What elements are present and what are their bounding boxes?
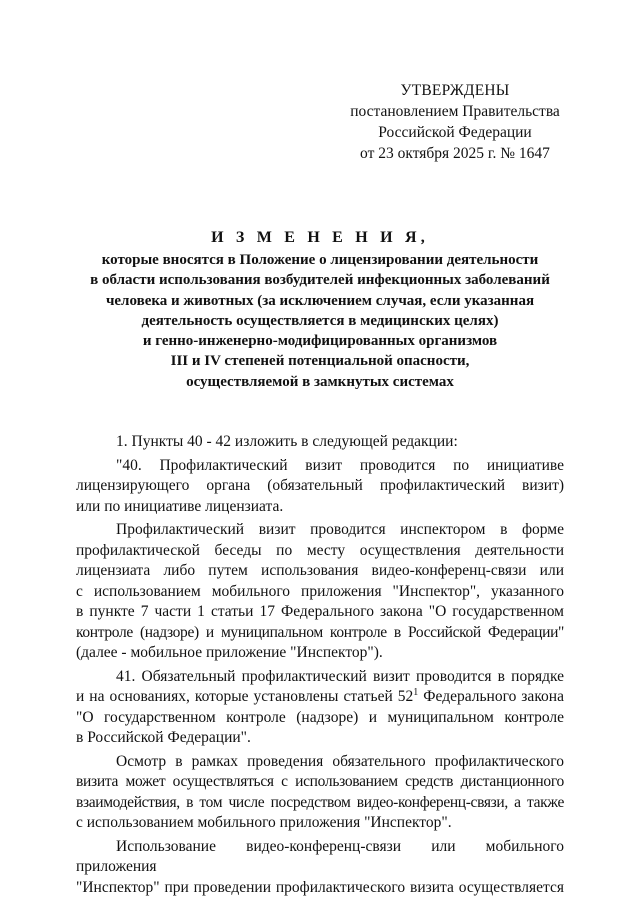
text-line: в пункте 7 части 1 статьи 17 Федерального закона "О государственном — [76, 603, 564, 620]
document-body — [76, 432, 564, 901]
text-line: "40. Профилактический визит проводится по инициативе — [116, 456, 564, 474]
subtitle-line: которые вносятся в Положение о лицензировании деятельности — [101, 252, 539, 268]
paragraph-inspection — [76, 752, 564, 834]
paragraph-1 — [76, 432, 564, 453]
document-title: И З М Е Н Е Н И Я, — [211, 229, 429, 246]
approval-line-2: Российской Федерации — [378, 124, 532, 141]
text-line — [76, 687, 564, 708]
text-line: или по инициативе лицензиата. — [76, 497, 284, 515]
superscript: 1 — [413, 686, 419, 698]
document-subtitle — [60, 250, 580, 392]
text-line: "О государственном контроле (надзоре) и муниципальном контроле — [76, 708, 564, 726]
text-line: "Инспектор" при проведении профилактического визита осуществляется — [76, 878, 564, 896]
subtitle-line: человека и животных (за исключением случая, если указанная — [105, 292, 535, 309]
approval-stamp — [335, 80, 575, 164]
paragraph-41 — [76, 667, 564, 749]
text-line: с использованием мобильного приложения "Инспектор". — [76, 814, 452, 831]
text-fragment: Федерального закона — [418, 688, 564, 705]
text-line: лицензиата либо путем использования видео-конференц-связи или — [76, 562, 564, 579]
text-fragment: и на основаниях, которые установлены статьей 52 — [76, 688, 414, 705]
text-line: с использованием мобильного приложения "Инспектор", указанного — [76, 582, 564, 600]
approval-line-1: постановлением Правительства — [350, 103, 560, 120]
subtitle-line: и генно-инженерно-модифицированных организмов — [142, 333, 498, 350]
text-line: контроле (надзоре) и муниципальном контроле в Российской Федерации" — [76, 623, 564, 641]
text-line: 41. Обязательный профилактический визит проводится в порядке — [116, 667, 564, 685]
approval-line-3: от 23 октября 2025 г. № 1647 — [360, 145, 550, 162]
paragraph-40 — [76, 456, 564, 518]
subtitle-line: деятельность осуществляется в медицинских целях) — [141, 312, 499, 329]
text-line: лицензирующего органа (обязательный профилактический визит) — [76, 477, 564, 494]
subtitle-line: в области использования возбудителей инфекционных заболеваний — [90, 272, 550, 289]
text-line: взаимодействия, в том числе посредством видео-конференц-связи, а также — [76, 793, 564, 811]
text-line: 1. Пункты 40 - 42 изложить в следующей редакции: — [116, 433, 458, 450]
approval-title: УТВЕРЖДЕНЫ — [400, 82, 510, 99]
text-line: профилактической беседы по месту осуществления деятельности — [76, 541, 564, 559]
text-line: визита может осуществляться с использованием средств дистанционного — [76, 773, 564, 790]
text-line: в Российской Федерации". — [76, 729, 251, 746]
text-line: Осмотр в рамках проведения обязательного профилактического — [116, 752, 564, 770]
subtitle-line: III и IV степеней потенциальной опасности, — [170, 353, 470, 370]
paragraph-usage — [76, 837, 564, 899]
text-line: (далее - мобильное приложение "Инспектор"). — [76, 644, 383, 661]
paragraph-visit-form — [76, 520, 564, 664]
subtitle-line: осуществляемой в замкнутых системах — [186, 373, 454, 390]
text-line: Использование видео-конференц-связи или мобильного приложения — [76, 837, 564, 875]
text-line: Профилактический визит проводится инспектором в форме — [116, 521, 564, 538]
